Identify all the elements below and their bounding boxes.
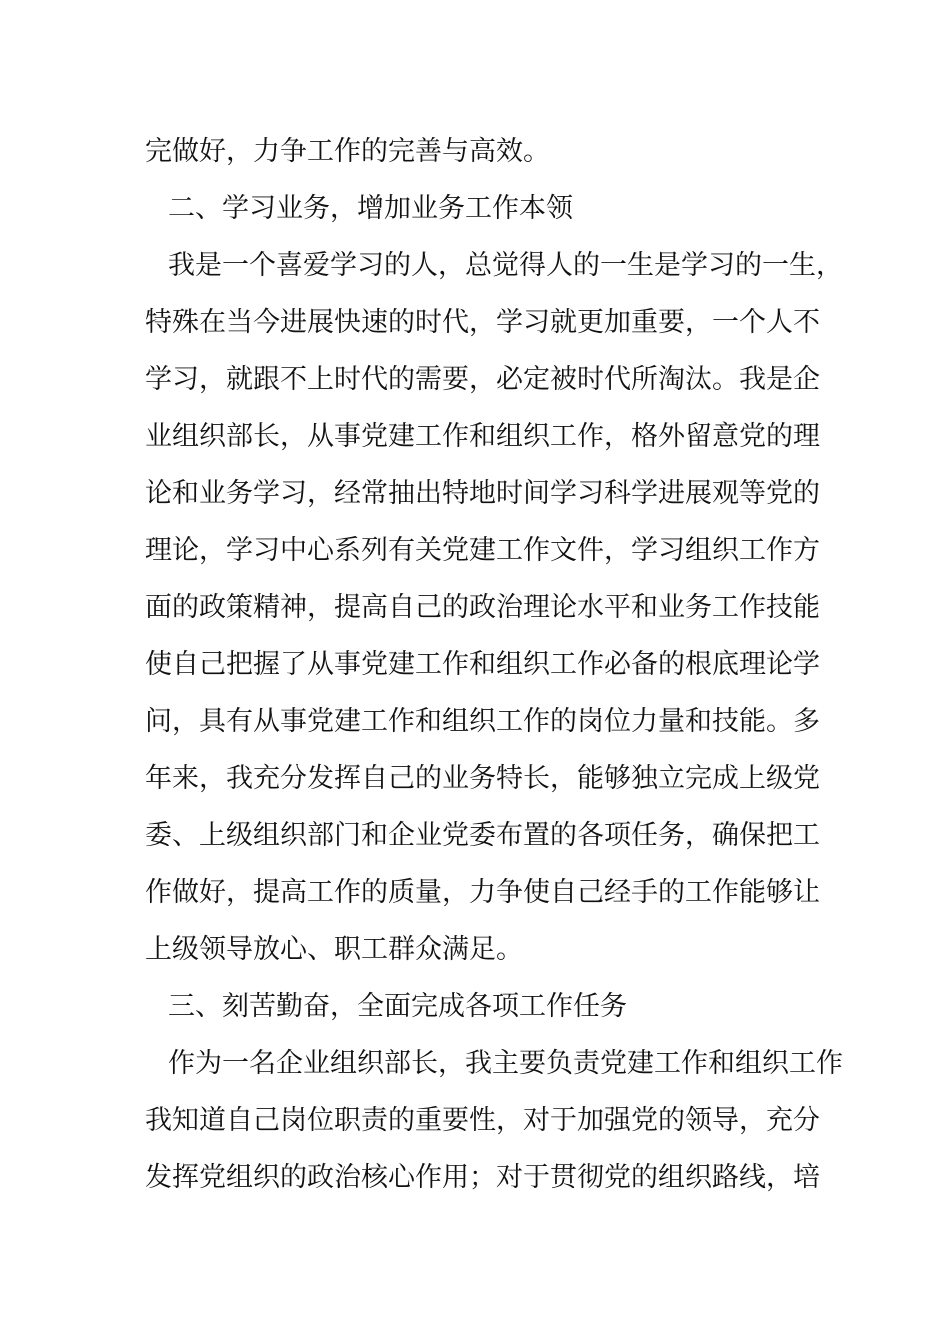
section-heading: 二、学习业务，增加业务工作本领: [168, 193, 573, 224]
text-line: 上级领导放心、职工群众满足。: [145, 934, 523, 965]
text-line: 作为一名企业组织部长，我主要负责党建工作和组织工作: [168, 1048, 843, 1079]
text-line: 我是一个喜爱学习的人，总觉得人的一生是学习的一生，: [168, 250, 843, 281]
text-line: 特殊在当今进展快速的时代，学习就更加重要，一个人不: [145, 307, 820, 338]
text-line: 作做好，提高工作的质量，力争使自己经手的工作能够让: [145, 877, 820, 908]
text-line: 问，具有从事党建工作和组织工作的岗位力量和技能。多: [145, 706, 820, 737]
text-line: 发挥党组织的政治核心作用；对于贯彻党的组织路线，培: [145, 1162, 820, 1193]
text-line: 使自己把握了从事党建工作和组织工作必备的根底理论学: [145, 649, 820, 680]
text-line: 完做好，力争工作的完善与高效。: [145, 136, 550, 167]
text-line: 我知道自己岗位职责的重要性，对于加强党的领导，充分: [145, 1105, 820, 1136]
text-line: 论和业务学习，经常抽出特地时间学习科学进展观等党的: [145, 478, 820, 509]
text-line: 业组织部长，从事党建工作和组织工作，格外留意党的理: [145, 421, 820, 452]
text-line: 年来，我充分发挥自己的业务特长，能够独立完成上级党: [145, 763, 820, 794]
text-line: 委、上级组织部门和企业党委布置的各项任务，确保把工: [145, 820, 820, 851]
section-heading: 三、刻苦勤奋，全面完成各项工作任务: [168, 991, 627, 1022]
text-line: 学习，就跟不上时代的需要，必定被时代所淘汰。我是企: [145, 364, 820, 395]
text-line: 理论，学习中心系列有关党建工作文件，学习组织工作方: [145, 535, 820, 566]
text-line: 面的政策精神，提高自己的政治理论水平和业务工作技能: [145, 592, 820, 623]
